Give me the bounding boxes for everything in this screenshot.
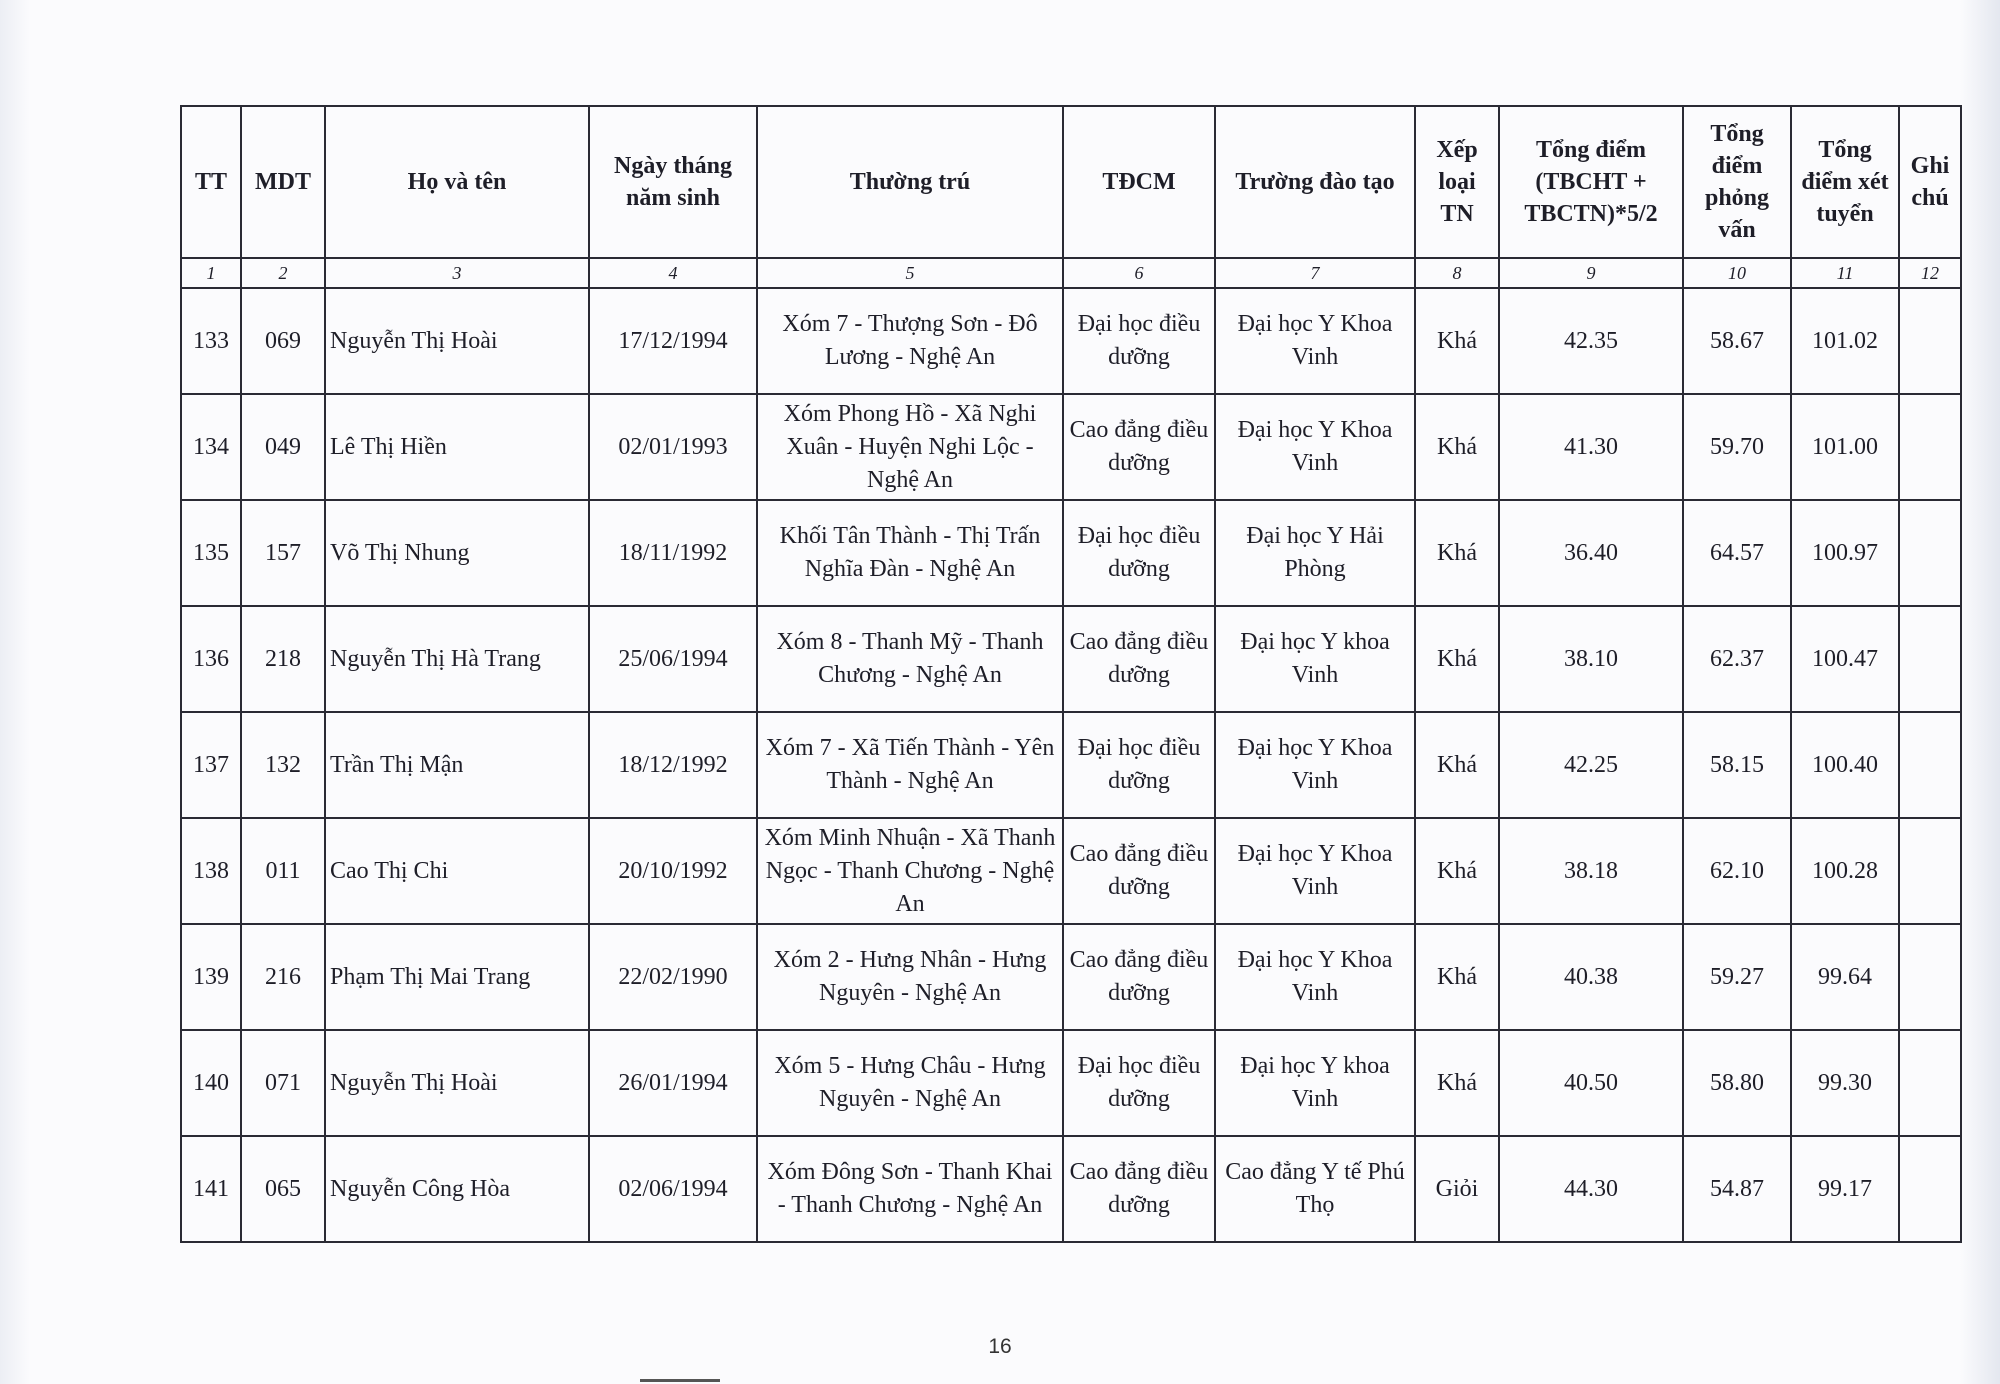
cell-school: Cao đẳng Y tế Phú Thọ bbox=[1215, 1136, 1415, 1242]
cell-tt: 140 bbox=[181, 1030, 241, 1136]
cell-tdcm: Cao đẳng điều dưỡng bbox=[1063, 606, 1215, 712]
cell-name: Nguyễn Công Hòa bbox=[325, 1136, 589, 1242]
table-row bbox=[181, 818, 1961, 924]
cell-grade: Khá bbox=[1415, 1030, 1499, 1136]
cell-mdt: 071 bbox=[241, 1030, 325, 1136]
header-name: Họ và tên bbox=[325, 106, 589, 258]
cell-score: 42.35 bbox=[1499, 288, 1683, 394]
cell-address: Xóm Đông Sơn - Thanh Khai - Thanh Chương - Nghệ An bbox=[757, 1136, 1063, 1242]
cell-address: Khối Tân Thành - Thị Trấn Nghĩa Đàn - Nghệ An bbox=[757, 500, 1063, 606]
cell-school: Đại học Y Khoa Vinh bbox=[1215, 394, 1415, 500]
cell-name: Nguyễn Thị Hoài bbox=[325, 1030, 589, 1136]
column-number: 9 bbox=[1499, 258, 1683, 288]
header-grade: Xếp loại TN bbox=[1415, 106, 1499, 258]
cell-note bbox=[1899, 924, 1961, 1030]
cell-total: 101.02 bbox=[1791, 288, 1899, 394]
cell-total: 101.00 bbox=[1791, 394, 1899, 500]
column-number: 10 bbox=[1683, 258, 1791, 288]
cell-note bbox=[1899, 712, 1961, 818]
cell-interview: 58.67 bbox=[1683, 288, 1791, 394]
cell-tt: 141 bbox=[181, 1136, 241, 1242]
header-address: Thường trú bbox=[757, 106, 1063, 258]
cell-note bbox=[1899, 394, 1961, 500]
cell-note bbox=[1899, 288, 1961, 394]
cell-grade: Khá bbox=[1415, 606, 1499, 712]
cell-score: 44.30 bbox=[1499, 1136, 1683, 1242]
cell-tt: 134 bbox=[181, 394, 241, 500]
header-tdcm: TĐCM bbox=[1063, 106, 1215, 258]
cell-total: 100.28 bbox=[1791, 818, 1899, 924]
header-score: Tổng điểm (TBCHT + TBCTN)*5/2 bbox=[1499, 106, 1683, 258]
column-number: 3 bbox=[325, 258, 589, 288]
cell-interview: 62.10 bbox=[1683, 818, 1791, 924]
cell-name: Võ Thị Nhung bbox=[325, 500, 589, 606]
header-mdt: MDT bbox=[241, 106, 325, 258]
cell-address: Xóm 2 - Hưng Nhân - Hưng Nguyên - Nghệ An bbox=[757, 924, 1063, 1030]
cell-note bbox=[1899, 1136, 1961, 1242]
page-footer-mark bbox=[640, 1379, 720, 1382]
cell-note bbox=[1899, 818, 1961, 924]
cell-address: Xóm 8 - Thanh Mỹ - Thanh Chương - Nghệ An bbox=[757, 606, 1063, 712]
cell-tdcm: Đại học điều dưỡng bbox=[1063, 500, 1215, 606]
cell-total: 100.40 bbox=[1791, 712, 1899, 818]
cell-interview: 58.15 bbox=[1683, 712, 1791, 818]
cell-grade: Khá bbox=[1415, 500, 1499, 606]
cell-grade: Khá bbox=[1415, 394, 1499, 500]
cell-interview: 59.70 bbox=[1683, 394, 1791, 500]
cell-note bbox=[1899, 500, 1961, 606]
header-note: Ghi chú bbox=[1899, 106, 1961, 258]
cell-address: Xóm 7 - Xã Tiến Thành - Yên Thành - Nghệ An bbox=[757, 712, 1063, 818]
cell-score: 42.25 bbox=[1499, 712, 1683, 818]
cell-address: Xóm Phong Hồ - Xã Nghi Xuân - Huyện Nghi Lộc - Nghệ An bbox=[757, 394, 1063, 500]
cell-school: Đại học Y Khoa Vinh bbox=[1215, 288, 1415, 394]
cell-interview: 62.37 bbox=[1683, 606, 1791, 712]
header-interview: Tổng điểm phỏng vấn bbox=[1683, 106, 1791, 258]
cell-tdcm: Đại học điều dưỡng bbox=[1063, 712, 1215, 818]
cell-grade: Khá bbox=[1415, 712, 1499, 818]
column-number: 5 bbox=[757, 258, 1063, 288]
page-edge-left bbox=[0, 0, 30, 1384]
cell-grade: Khá bbox=[1415, 924, 1499, 1030]
page-number: 16 bbox=[988, 1335, 1012, 1358]
cell-note bbox=[1899, 606, 1961, 712]
cell-mdt: 218 bbox=[241, 606, 325, 712]
cell-tdcm: Cao đẳng điều dưỡng bbox=[1063, 818, 1215, 924]
cell-mdt: 216 bbox=[241, 924, 325, 1030]
cell-dob: 17/12/1994 bbox=[589, 288, 757, 394]
header-tt: TT bbox=[181, 106, 241, 258]
cell-tdcm: Đại học điều dưỡng bbox=[1063, 1030, 1215, 1136]
cell-name: Trần Thị Mận bbox=[325, 712, 589, 818]
cell-dob: 25/06/1994 bbox=[589, 606, 757, 712]
header-total: Tổng điểm xét tuyển bbox=[1791, 106, 1899, 258]
cell-dob: 20/10/1992 bbox=[589, 818, 757, 924]
table-row bbox=[181, 712, 1961, 818]
cell-dob: 26/01/1994 bbox=[589, 1030, 757, 1136]
cell-name: Phạm Thị Mai Trang bbox=[325, 924, 589, 1030]
table-row bbox=[181, 1136, 1961, 1242]
column-number: 11 bbox=[1791, 258, 1899, 288]
header-school: Trường đào tạo bbox=[1215, 106, 1415, 258]
cell-tdcm: Cao đẳng điều dưỡng bbox=[1063, 1136, 1215, 1242]
cell-total: 99.30 bbox=[1791, 1030, 1899, 1136]
cell-mdt: 065 bbox=[241, 1136, 325, 1242]
cell-interview: 58.80 bbox=[1683, 1030, 1791, 1136]
cell-score: 36.40 bbox=[1499, 500, 1683, 606]
cell-name: Nguyễn Thị Hà Trang bbox=[325, 606, 589, 712]
cell-address: Xóm 7 - Thượng Sơn - Đô Lương - Nghệ An bbox=[757, 288, 1063, 394]
cell-name: Lê Thị Hiền bbox=[325, 394, 589, 500]
cell-total: 100.47 bbox=[1791, 606, 1899, 712]
cell-interview: 54.87 bbox=[1683, 1136, 1791, 1242]
cell-grade: Giỏi bbox=[1415, 1136, 1499, 1242]
page-edge-right bbox=[1960, 0, 2000, 1384]
cell-tt: 133 bbox=[181, 288, 241, 394]
cell-dob: 18/11/1992 bbox=[589, 500, 757, 606]
table-row bbox=[181, 394, 1961, 500]
cell-tt: 139 bbox=[181, 924, 241, 1030]
cell-tdcm: Đại học điều dưỡng bbox=[1063, 288, 1215, 394]
cell-grade: Khá bbox=[1415, 818, 1499, 924]
cell-interview: 64.57 bbox=[1683, 500, 1791, 606]
cell-mdt: 157 bbox=[241, 500, 325, 606]
cell-mdt: 069 bbox=[241, 288, 325, 394]
cell-score: 38.10 bbox=[1499, 606, 1683, 712]
cell-interview: 59.27 bbox=[1683, 924, 1791, 1030]
cell-tt: 136 bbox=[181, 606, 241, 712]
cell-school: Đại học Y Hải Phòng bbox=[1215, 500, 1415, 606]
column-number: 12 bbox=[1899, 258, 1961, 288]
cell-tdcm: Cao đẳng điều dưỡng bbox=[1063, 924, 1215, 1030]
column-number: 8 bbox=[1415, 258, 1499, 288]
cell-grade: Khá bbox=[1415, 288, 1499, 394]
cell-dob: 22/02/1990 bbox=[589, 924, 757, 1030]
cell-score: 38.18 bbox=[1499, 818, 1683, 924]
cell-tt: 135 bbox=[181, 500, 241, 606]
cell-dob: 02/06/1994 bbox=[589, 1136, 757, 1242]
cell-mdt: 132 bbox=[241, 712, 325, 818]
table-row bbox=[181, 924, 1961, 1030]
column-number-row bbox=[181, 258, 1961, 288]
column-number: 7 bbox=[1215, 258, 1415, 288]
column-number: 6 bbox=[1063, 258, 1215, 288]
candidate-results-table bbox=[180, 105, 1962, 1243]
cell-address: Xóm Minh Nhuận - Xã Thanh Ngọc - Thanh Chương - Nghệ An bbox=[757, 818, 1063, 924]
cell-tdcm: Cao đẳng điều dưỡng bbox=[1063, 394, 1215, 500]
table-row bbox=[181, 606, 1961, 712]
cell-school: Đại học Y khoa Vinh bbox=[1215, 606, 1415, 712]
table-row bbox=[181, 288, 1961, 394]
table-row bbox=[181, 500, 1961, 606]
table-row bbox=[181, 1030, 1961, 1136]
cell-school: Đại học Y Khoa Vinh bbox=[1215, 818, 1415, 924]
cell-score: 40.38 bbox=[1499, 924, 1683, 1030]
cell-school: Đại học Y Khoa Vinh bbox=[1215, 924, 1415, 1030]
cell-dob: 02/01/1993 bbox=[589, 394, 757, 500]
header-dob: Ngày tháng năm sinh bbox=[589, 106, 757, 258]
cell-score: 40.50 bbox=[1499, 1030, 1683, 1136]
cell-tt: 137 bbox=[181, 712, 241, 818]
cell-school: Đại học Y khoa Vinh bbox=[1215, 1030, 1415, 1136]
cell-total: 100.97 bbox=[1791, 500, 1899, 606]
header-row bbox=[181, 106, 1961, 258]
cell-tt: 138 bbox=[181, 818, 241, 924]
cell-school: Đại học Y Khoa Vinh bbox=[1215, 712, 1415, 818]
cell-total: 99.17 bbox=[1791, 1136, 1899, 1242]
cell-address: Xóm 5 - Hưng Châu - Hưng Nguyên - Nghệ An bbox=[757, 1030, 1063, 1136]
cell-dob: 18/12/1992 bbox=[589, 712, 757, 818]
cell-mdt: 011 bbox=[241, 818, 325, 924]
column-number: 1 bbox=[181, 258, 241, 288]
cell-mdt: 049 bbox=[241, 394, 325, 500]
cell-name: Cao Thị Chi bbox=[325, 818, 589, 924]
column-number: 2 bbox=[241, 258, 325, 288]
cell-total: 99.64 bbox=[1791, 924, 1899, 1030]
cell-score: 41.30 bbox=[1499, 394, 1683, 500]
cell-name: Nguyễn Thị Hoài bbox=[325, 288, 589, 394]
column-number: 4 bbox=[589, 258, 757, 288]
cell-note bbox=[1899, 1030, 1961, 1136]
